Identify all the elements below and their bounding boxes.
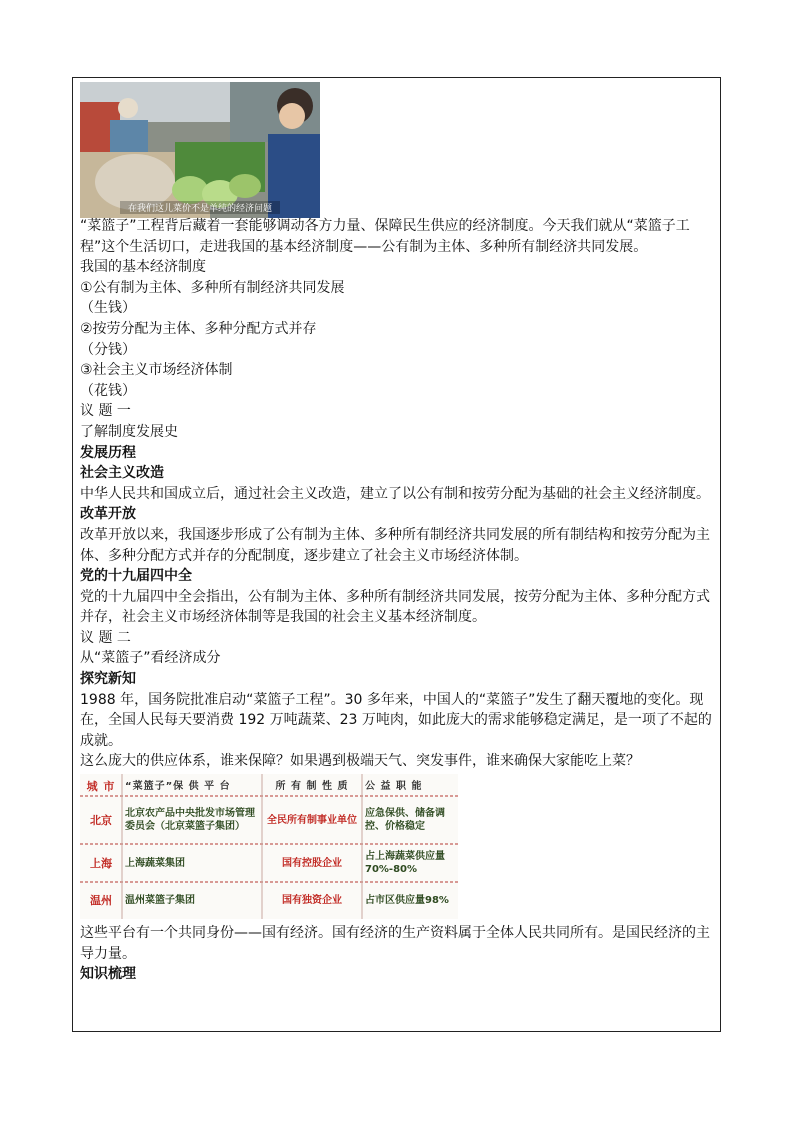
- intro-paragraph: “菜篮子”工程背后藏着一套能够调动各方力量、保障民生供应的经济制度。今天我们就从“菜篮子工程”这个生活切口，走进我国的基本经济制度——公有制为主体、多种所有制经济共同发展。: [80, 218, 690, 255]
- topic-subtitle: 从“菜篮子”看经济成分: [80, 650, 221, 667]
- line: （生钱）: [80, 300, 136, 317]
- document-body: [80, 216, 716, 985]
- table-cell: 温州菜篮子集团: [125, 894, 195, 906]
- paragraph: 中华人民共和国成立后，通过社会主义改造，建立了以公有制和按劳分配为基础的社会主义经济制度。: [80, 485, 710, 502]
- table-cell: 上海蔬菜集团: [125, 857, 185, 869]
- topic-subtitle: 了解制度发展史: [80, 423, 178, 440]
- line: （分钱）: [80, 341, 136, 358]
- line: （花钱）: [80, 382, 136, 399]
- line: 我国的基本经济制度: [80, 259, 206, 276]
- table-header-cell: 公 益 职 能: [365, 780, 423, 792]
- topic-heading: 议 题 二: [80, 629, 131, 646]
- photo-caption: 在我们这儿菜价不是单纯的经济问题: [127, 204, 273, 214]
- table-row: [80, 846, 458, 880]
- topic-heading: 议 题 一: [80, 403, 131, 420]
- market-photo-illustration: [80, 82, 320, 218]
- supply-platform-table: [80, 774, 458, 919]
- table-cell: 北京: [90, 813, 112, 827]
- table-header-row: [80, 777, 458, 795]
- table-row: [80, 798, 458, 842]
- table-cell: 全民所有制事业单位: [267, 814, 357, 826]
- market-photo: [80, 82, 320, 218]
- section-heading: 发展历程: [80, 444, 136, 461]
- section-heading: 知识梳理: [80, 966, 136, 983]
- line: ②按劳分配为主体、多种分配方式并存: [80, 320, 317, 337]
- paragraph: 改革开放以来，我国逐步形成了公有制为主体、多种所有制经济共同发展的所有制结构和按劳分配为主体、多种分配方式并存的分配制度，逐步建立了社会主义市场经济体制。: [80, 526, 710, 564]
- table-cell: 占上海蔬菜供应量70%-80%: [365, 851, 445, 876]
- table-cell: 占市区供应量98%: [365, 894, 449, 906]
- table-cell: 上海: [90, 856, 112, 870]
- paragraph: 这些平台有一个共同身份——国有经济。国有经济的生产资料属于全体人民共同所有。是国民经济的主导力量。: [80, 925, 710, 962]
- paragraph: 1988 年，国务院批准启动“菜篮子工程”。30 多年来，中国人的“菜篮子”发生了翻天覆地的变化。现在，全国人民每天要消费 192 万吨蔬菜、23 万吨肉，如此庞大的需求能够稳定满足，是一项了不起的成就。: [80, 691, 712, 749]
- section-heading: 党的十九届四中全: [80, 568, 192, 585]
- table-cell: 国有控股企业: [282, 857, 342, 869]
- table-row: [80, 884, 458, 916]
- table-header-cell: 所 有 制 性 质: [275, 780, 349, 792]
- section-heading: 探究新知: [80, 671, 136, 688]
- section-heading: 改革开放: [80, 506, 136, 523]
- table-cell: 国有独资企业: [282, 894, 342, 906]
- line: ①公有制为主体、多种所有制经济共同发展: [80, 279, 345, 296]
- paragraph: 党的十九届四中全会指出，公有制为主体、多种所有制经济共同发展，按劳分配为主体、多种分配方式并存，社会主义市场经济体制等是我国的社会主义基本经济制度。: [80, 588, 710, 626]
- table-header-cell: “菜篮子”保 供 平 台: [125, 780, 231, 792]
- section-heading: 社会主义改造: [80, 465, 164, 482]
- table-cell: 北京农产品中央批发市场管理委员会（北京菜篮子集团）: [125, 808, 255, 833]
- table-header-cell: 城 市: [86, 779, 116, 793]
- table-cell: 温州: [90, 893, 112, 907]
- paragraph: 这么庞大的供应体系，谁来保障？如果遇到极端天气、突发事件，谁来确保大家能吃上菜？: [80, 753, 640, 770]
- line: ③社会主义市场经济体制: [80, 362, 233, 379]
- table-cell: 应急保供、储备调控、价格稳定: [365, 808, 445, 833]
